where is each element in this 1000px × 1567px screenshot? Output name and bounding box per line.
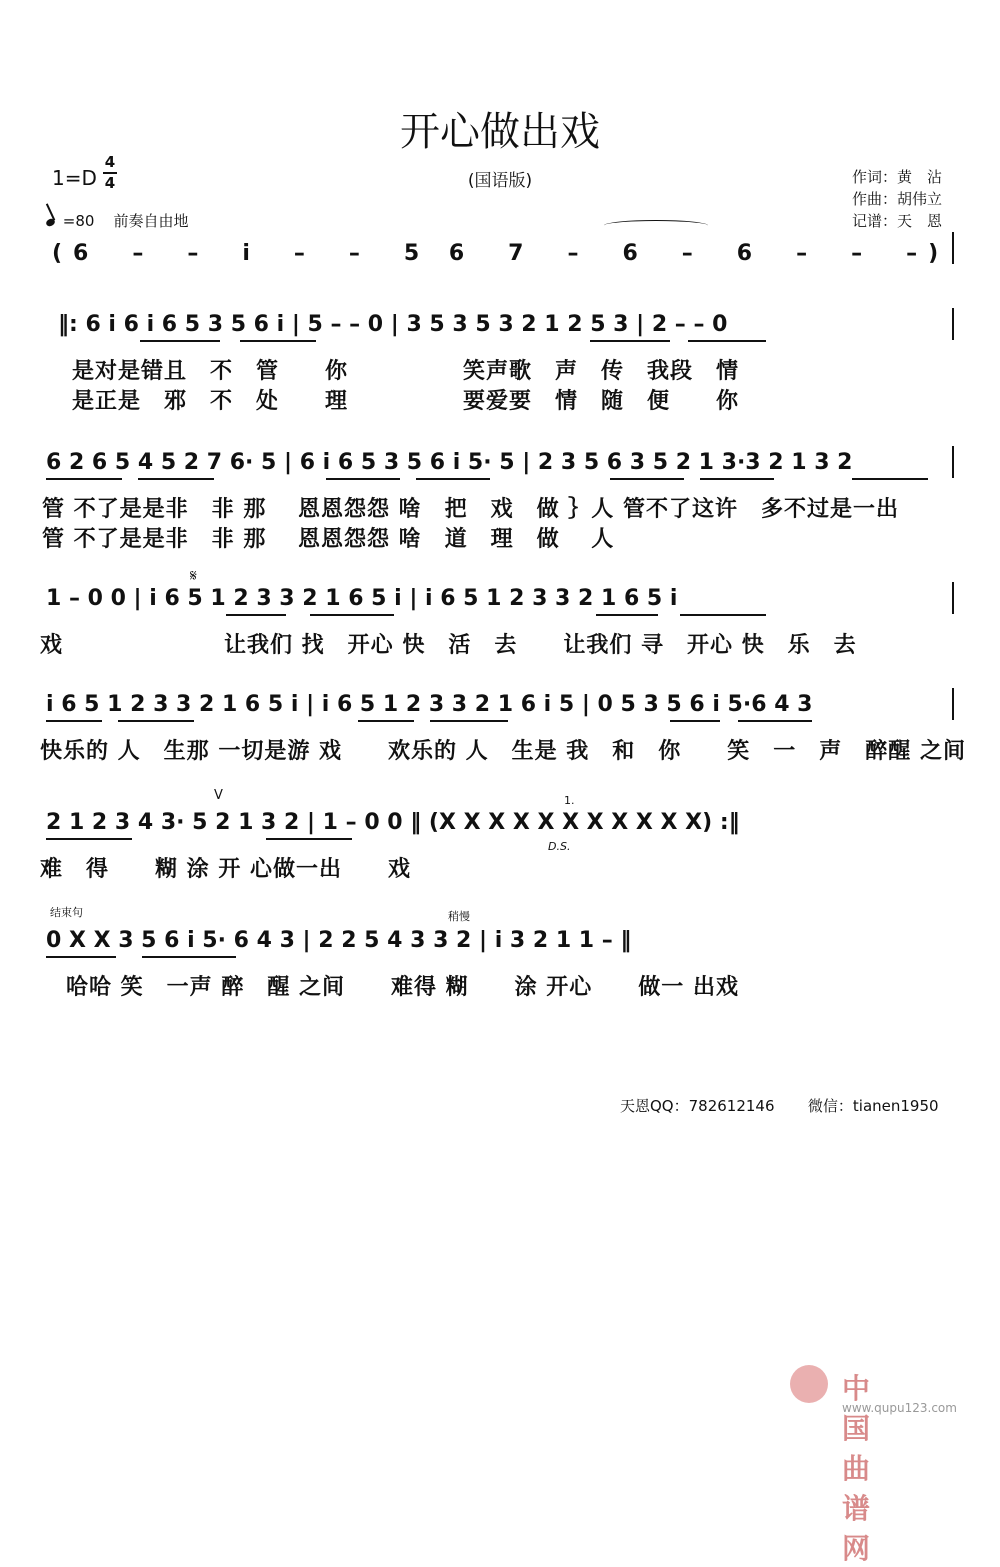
underline-beam — [310, 614, 394, 616]
tempo-value: =80 — [62, 212, 95, 230]
underline-beam — [610, 478, 684, 480]
underline-beam — [596, 614, 658, 616]
watermark-brand: 中国曲谱网 — [842, 1372, 871, 1565]
line3-lyrics-verse1: 管 不了是是非 非 那 恩恩怨怨 啥 把 戏 做 ｝人 管不了这许 多不过是一出 — [42, 497, 899, 522]
barline — [952, 688, 954, 720]
ending-label: 结束句 — [50, 906, 83, 919]
barline — [952, 232, 954, 264]
key-signature: 1=D — [52, 166, 97, 190]
line1-notes: (6 – – i – – 5 6 7 – 6 – 6 – – –) — [52, 241, 950, 266]
underline-beam — [138, 478, 214, 480]
contact-footer — [620, 1095, 939, 1116]
underline-beam — [700, 478, 774, 480]
line6-notes: 2 1 2 3 4 3· 5 2 1 3 2 | 1 – 0 0 ‖ (X X X X X X X X X X X) :‖ — [46, 810, 740, 835]
line6-lyrics: 难 得 糊 涂 开 心做一出 戏 — [40, 857, 411, 882]
breath-mark: V — [214, 788, 223, 803]
underline-beam — [46, 478, 122, 480]
underline-beam — [226, 614, 286, 616]
tempo-marking — [46, 210, 189, 231]
composer: 作曲：胡伟立 — [852, 190, 943, 208]
line2-notes: ‖: 6 i 6 i 6 5 3 5 6 i | 5 – – 0 | 3 5 3 5 3 2 1 2 5 3 | 2 – – 0 — [58, 312, 728, 337]
credits — [852, 166, 942, 232]
underline-beam — [140, 340, 220, 342]
slow-label: 稍慢 — [448, 910, 470, 923]
volta-number: 1. — [564, 794, 575, 807]
underline-beam — [46, 838, 132, 840]
line2-lyrics-verse2: 是正是 邪 不 处 理 要爱要 情 随 便 你 — [72, 389, 740, 414]
underline-beam — [46, 956, 116, 958]
underline-beam — [680, 614, 766, 616]
underline-beam — [852, 478, 928, 480]
underline-beam — [688, 340, 766, 342]
tie — [604, 220, 708, 231]
quarter-note-icon — [45, 217, 56, 227]
time-sig-top: 4 — [104, 153, 116, 171]
line7-lyrics: 哈哈 笑 一声 醉 醒 之间 难得 糊 涂 开心 做一 出戏 — [66, 975, 739, 1000]
line5-lyrics: 快乐的 人 生那 一切是游 戏 欢乐的 人 生是 我 和 你 笑 一 声 醉醒 之间 — [40, 739, 966, 764]
dal-segno: D.S. — [548, 840, 571, 853]
underline-beam — [118, 720, 194, 722]
underline-beam — [670, 720, 720, 722]
qq-contact: 天恩QQ：782612146 — [620, 1097, 775, 1115]
wechat-contact: 微信：tianen1950 — [807, 1097, 939, 1115]
site-logo-icon — [790, 1365, 828, 1403]
underline-beam — [738, 720, 812, 722]
line4-notes: 1 – 0 0 | i 6 5 1 2 3 3 2 1 6 5 i | i 6 5 1 2 3 3 2 1 6 5 i — [46, 586, 678, 611]
line4-lyrics: 戏 让我们 找 开心 快 活 去 让我们 寻 开心 快 乐 去 — [40, 633, 857, 658]
underline-beam — [46, 720, 102, 722]
underline-beam — [142, 956, 236, 958]
page-subtitle: (国语版) — [467, 171, 533, 191]
line3-lyrics-verse2: 管 不了是是非 非 那 恩恩怨怨 啥 道 理 做 人 — [42, 527, 615, 552]
underline-beam — [416, 478, 490, 480]
line7-notes: 0 X X 3 5 6 i 5· 6 4 3 | 2 2 5 4 3 3 2 | i 3 2 1 1 – ‖ — [46, 928, 632, 953]
line2-lyrics-verse1: 是对是错且 不 管 你 笑声歌 声 传 我段 情 — [72, 359, 740, 384]
underline-beam — [358, 720, 414, 722]
line5-notes: i 6 5 1 2 3 3 2 1 6 5 i | i 6 5 1 2 3 3 2 1 6 i 5 | 0 5 3 5 6 i 5·6 4 3 — [46, 692, 813, 717]
barline — [952, 308, 954, 340]
lyricist: 作词：黄 沾 — [852, 168, 943, 186]
page-title: 开心做出戏 — [400, 109, 600, 155]
underline-beam — [590, 340, 670, 342]
underline-beam — [430, 720, 508, 722]
tempo-description: 前奏自由地 — [113, 212, 189, 230]
underline-beam — [266, 838, 352, 840]
segno-sign: 𝄋 — [190, 566, 197, 585]
underline-beam — [326, 478, 400, 480]
barline — [952, 446, 954, 478]
watermark-url: www.qupu123.com — [842, 1401, 957, 1415]
time-signature — [103, 154, 117, 192]
line3-notes: 6 2 6 5 4 5 2 7 6· 5 | 6 i 6 5 3 5 6 i 5· 5 | 2 3 5 6 3 5 2 1 3·3 2 1 3 2 — [46, 450, 853, 475]
time-sig-bottom: 4 — [104, 174, 116, 192]
underline-beam — [240, 340, 316, 342]
barline — [952, 582, 954, 614]
transcriber: 记谱：天 恩 — [852, 212, 943, 230]
